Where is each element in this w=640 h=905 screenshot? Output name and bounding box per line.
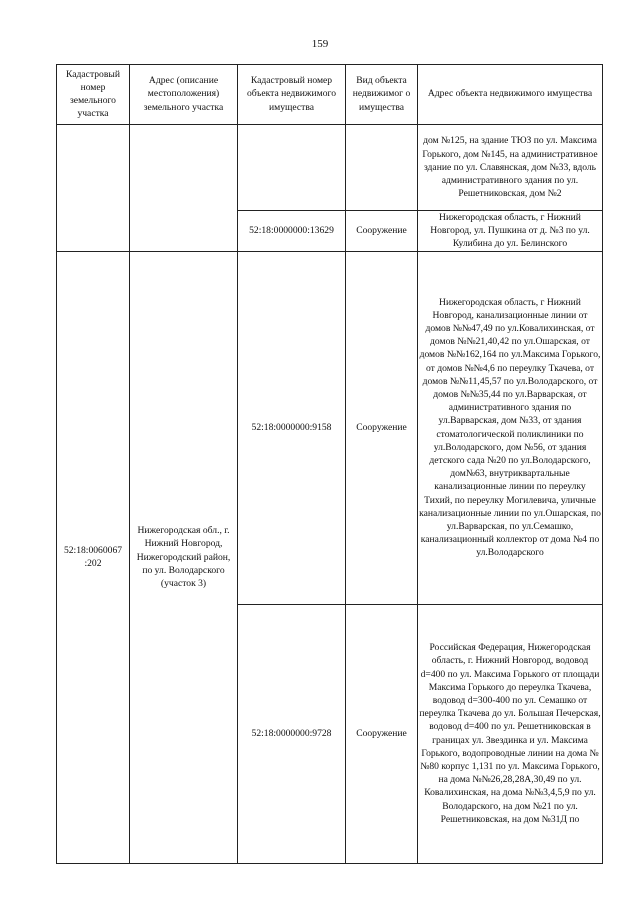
- land-cadastral-cell-empty: [57, 125, 130, 252]
- table-row-continued: [57, 125, 603, 211]
- object-kind-cell: Сооружение: [346, 604, 418, 863]
- object-address-cell: дом №125, на здание ТЮЗ по ул. Максима Горького, дом №145, на административное здание по ул. Славянская, дом №33, вдоль административного здания по ул. Решетниковская, дом №2: [418, 125, 603, 211]
- land-cadastral-line1: 52:18:0060067: [63, 544, 123, 556]
- table-row: [57, 251, 603, 604]
- land-cadastral-cell: [57, 251, 130, 863]
- object-cadastral-cell: 52:18:0000000:9728: [238, 604, 346, 863]
- cadastral-register-table: [56, 64, 603, 864]
- object-cadastral-cell-empty: [238, 125, 346, 211]
- land-cadastral-line2: :202: [84, 558, 102, 570]
- header-object-cadastral: Кадастровый номер объекта недвижимого имущества: [238, 65, 346, 125]
- object-kind-cell: Сооружение: [346, 211, 418, 252]
- land-address-cell-empty: [130, 125, 238, 252]
- object-address-cell: Нижегородская область, г Нижний Новгород, ул. Пушкина от д. №3 по ул. Кулибина до ул. Белинского: [418, 211, 603, 252]
- table-header-row: [57, 65, 603, 125]
- object-address-cell: Нижегородская область, г Нижний Новгород, канализационные линии от домов №№47,49 по ул.Ковалихинская, от домов №№21,40,42 по ул.Ошарская, от домов №№162,164 по ул.Максима Горького, от домов №№4,6 по переулку Ткачева, от домов №№11,45,57 по ул.Володарского, от домов №№35,44 по ул.Варварская, от административного здания по ул.Варварская, дом №33, от здания стоматологической поликлиники по ул.Володарского, дом №56, от здания детского сада №20 по ул.Володарского, дом№63, внутриквартальные канализационные линии по переулку Тихий, по переулку Могилевича, уличные канализационные линии по ул.Ошарская, по ул.Варварская, по ул.Семашко, канализационный коллектор от дома №4 по ул.Володарского: [418, 251, 603, 604]
- object-address-cell: Российская Федерация, Нижегородская область, г. Нижний Новгород, водовод d=400 по ул. Максима Горького от площади Максима Горького до переулка Ткачева, водовод d=300-400 по ул. Семашко от переулка Ткачева до ул. Большая Печерская, водовод d=400 по ул. Решетниковская в границах ул. Звездинка и ул. Максима Горького, водопроводные линии на дома №№80 корпус 1,131 по ул. Максима Горького, на дома №№26,28,28А,30,49 по ул. Ковалихинская, на дома №№3,4,5,9 по ул. Володарского, на дом №21 по ул. Решетниковская, на дом №31Д по: [418, 604, 603, 863]
- land-address-cell: Нижегородская обл., г. Нижний Новгород, Нижегородский район, по ул. Володарского (участок 3): [130, 251, 238, 863]
- object-cadastral-cell: 52:18:0000000:9158: [238, 251, 346, 604]
- header-object-address: Адрес объекта недвижимого имущества: [418, 65, 603, 125]
- page-number: 159: [311, 38, 329, 50]
- header-land-address: Адрес (описание местоположения) земельного участка: [130, 65, 238, 125]
- object-cadastral-cell: 52:18:0000000:13629: [238, 211, 346, 252]
- object-kind-cell-empty: [346, 125, 418, 211]
- header-object-kind: Вид объекта недвижимог о имущества: [346, 65, 418, 125]
- header-land-cadastral: Кадастровый номер земельного участка: [57, 65, 130, 125]
- object-kind-cell: Сооружение: [346, 251, 418, 604]
